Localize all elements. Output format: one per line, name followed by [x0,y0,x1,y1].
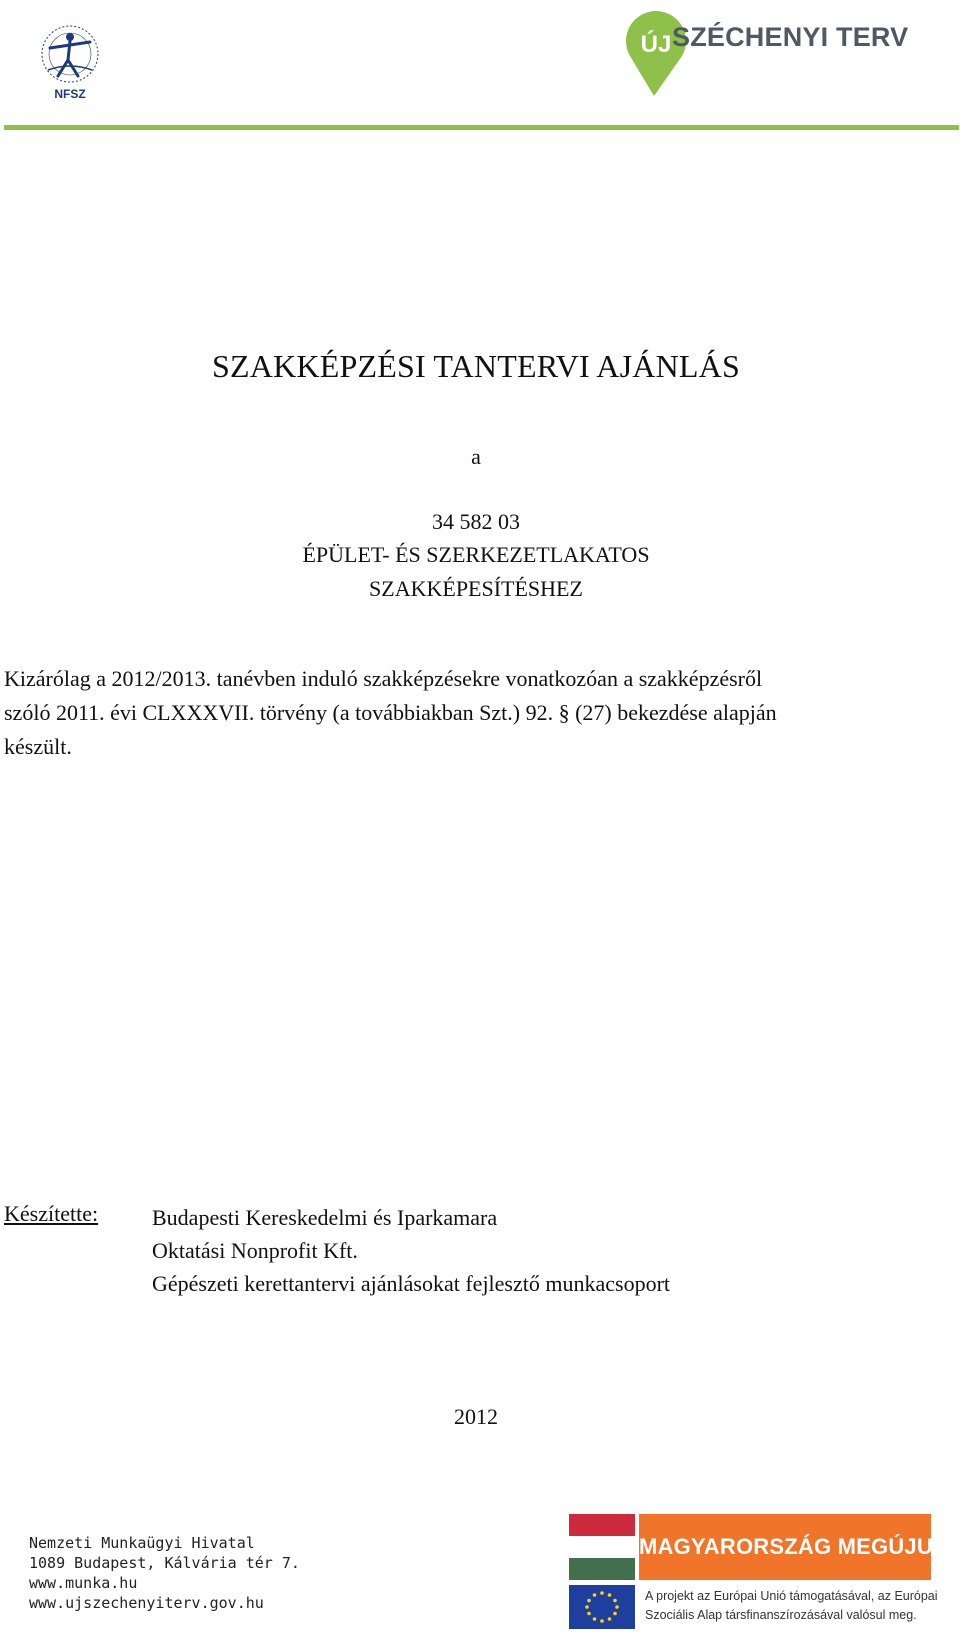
prepared-by-line: Gépészeti kerettantervi ajánlásokat fejlesztő munkacsoport [152,1271,671,1296]
banner-title-box [639,1514,947,1580]
footer-address-line: www.ujszechenyiterv.gov.hu [29,1594,264,1612]
prepared-by-label: Készítette: [4,1201,99,1226]
document-title: SZAKKÉPZÉSI TANTERVI AJÁNLÁS [212,348,740,384]
prepared-by-details [152,1201,670,1300]
footer-address-line: 1089 Budapest, Kálvária tér 7. [29,1554,300,1572]
footer-address-line: www.munka.hu [29,1574,138,1592]
prepared-by-line: Oktatási Nonprofit Kft. [152,1238,358,1263]
intro-paragraph [4,662,956,764]
eu-funding-line: Szociális Alap társfinanszírozásával valósul meg. [645,1608,917,1622]
intro-line: Kizárólag a 2012/2013. tanévben induló szakképzésekre vonatkozóan a szakképzésről [4,666,763,691]
eu-funding-note [645,1587,938,1625]
eu-flag-icon [569,1585,635,1629]
footer-address-line: Nemzeti Munkaügyi Hivatal [29,1534,255,1552]
qualification-name-line-1: ÉPÜLET- ÉS SZERKEZETLAKATOS [302,542,650,567]
nfsz-logo [38,22,102,106]
footer-address [29,1533,300,1613]
uj-badge-text: ÚJ [640,31,672,58]
nfsz-logo-text: NFSZ [54,87,86,101]
banner-title: MAGYARORSZÁG MEGÚJUL [639,1534,947,1559]
title-article: a [471,444,481,469]
publication-year: 2012 [454,1404,498,1429]
eu-funding-line: A projekt az Európai Unió támogatásával, az Európai [645,1589,938,1603]
header-divider [4,125,959,130]
intro-line: készült. [4,734,72,759]
prepared-by-line: Budapesti Kereskedelmi és Iparkamara [152,1205,498,1230]
qualification-code: 34 582 03 [432,509,520,534]
hungarian-flag-icon [569,1514,635,1580]
magyarorszag-megujul-banner [569,1514,947,1630]
szechenyi-terv-title: SZÉCHENYI TERV [672,22,909,52]
intro-line: szóló 2011. évi CLXXXVII. törvény (a továbbiakban Szt.) 92. § (27) bekezdése alapján [4,700,777,725]
qualification-name-line-2: SZAKKÉPESÍTÉSHEZ [369,576,583,601]
